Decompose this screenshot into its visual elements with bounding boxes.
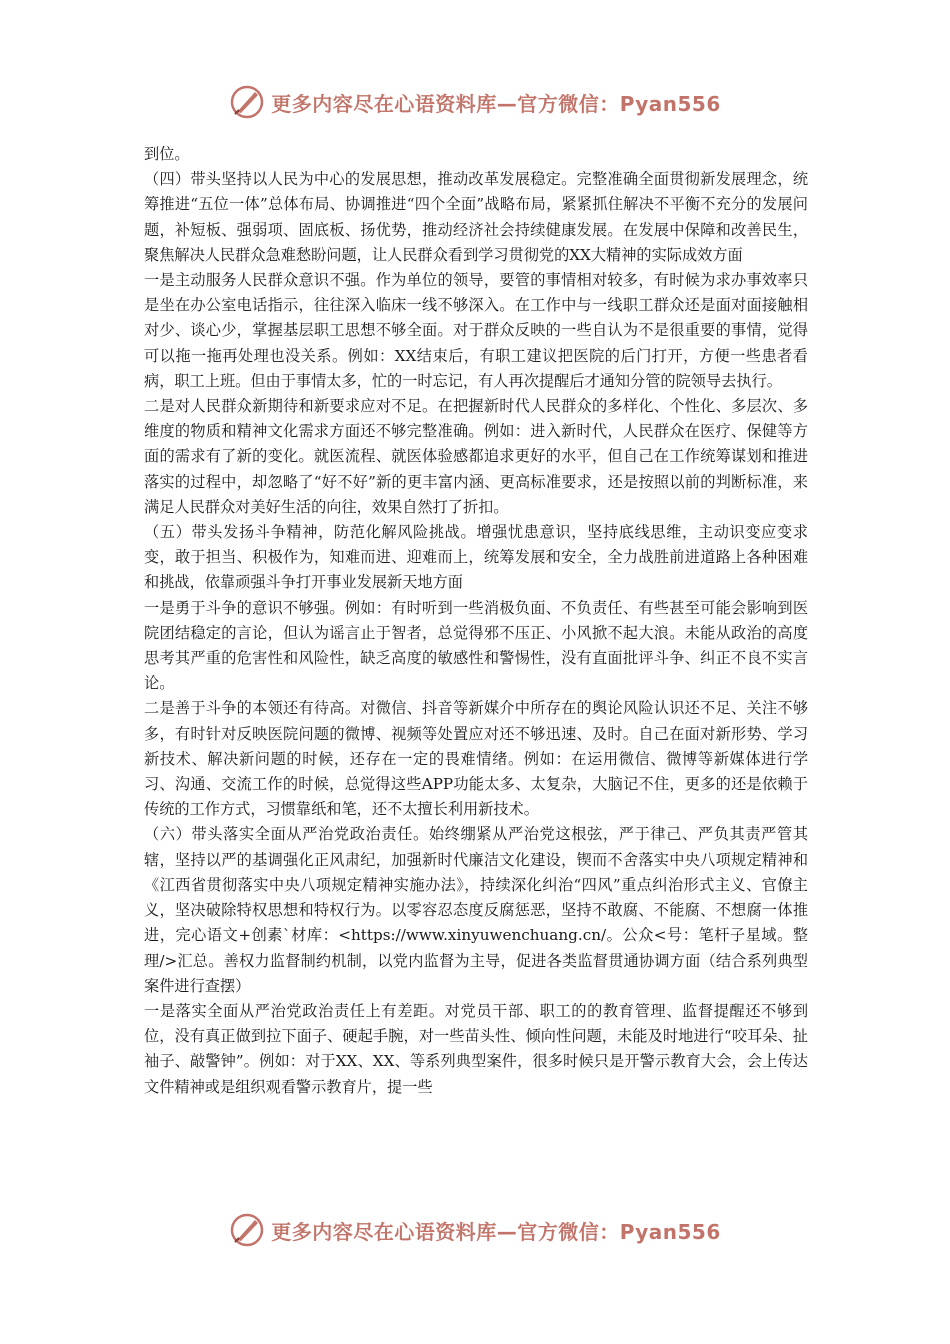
paragraph: （六）带头落实全面从严治党政治责任。始终绷紧从严治党这根弦，严于律己、严负其责严管其辖，坚持以严的基调强化正风肃纪，加强新时代廉洁文化建设，锲而不舍落实中央八项规定精神和《江西省贯彻落实中央八项规定精神实施办法》，持续深化纠治“四风”重点纠治形式主义、官僚主义，坚决破除特权思想和特权行为。以零容忍态度反腐惩恶，坚持不敢腐、不能腐、不想腐一体推进，完心语文+创素`材库：<https://www.xinyuwenchuang.cn/。公众<号：笔杆子星域。整理/>汇总。善权力监督制约机制，以党内监督为主导，促进各类监督贯通协调方面（结合系列典型案件进行查摆）: [144, 825, 808, 995]
paragraph: 一是落实全面从严治党政治责任上有差距。对党员干部、职工的的教育管理、监督提醒还不够到位，没有真正做到拉下面子、硬起手腕，对一些苗头性、倾向性问题，未能及时地进行“咬耳朵、扯袖子、敲警钟”。例如：对于XX、XX、等系列典型案件，很多时候只是开警示教育大会，会上传达文件精神或是组织观看警示教育片，提一些: [144, 1001, 808, 1096]
quill-pen-logo-icon: [229, 1212, 265, 1248]
footer-banner: [0, 1210, 950, 1250]
document-body: [144, 142, 808, 1100]
paragraph: （五）带头发扬斗争精神，防范化解风险挑战。增强忧患意识，坚持底线思维，主动识变应变求变，敢于担当、积极作为，知难而进、迎难而上，统筹发展和安全，全力战胜前进道路上各种困难和挑战，依靠顽强斗争打开事业发展新天地方面: [144, 523, 808, 592]
paragraph: 一是主动服务人民群众意识不强。作为单位的领导，要管的事情相对较多，有时候为求办事效率只是坐在办公室电话指示，往往深入临床一线不够深入。在工作中与一线职工群众还是面对面接触相对少、谈心少，掌握基层职工思想不够全面。对于群众反映的一些自认为不是很重要的事情，觉得可以拖一拖再处理也没关系。例如：XX结束后，有职工建议把医院的后门打开，方便一些患者看病，职工上班。但由于事情太多，忙的一时忘记，有人再次提醒后才通知分管的院领导去执行。: [144, 271, 808, 390]
paragraph: （四）带头坚持以人民为中心的发展思想，推动改革发展稳定。完整准确全面贯彻新发展理念，统筹推进“五位一体”总体布局、协调推进“四个全面”战略布局，紧紧抓住解决不平衡不充分的发展问题，补短板、强弱项、固底板、扬优势，推动经济社会持续健康发展。在发展中保障和改善民生，聚焦解决人民群众急难愁盼问题，让人民群众看到学习贯彻党的XX大精神的实际成效方面: [144, 170, 808, 264]
quill-pen-logo-icon: [229, 84, 265, 120]
header-banner-text: 更多内容尽在心语资料库—官方微信：Pyan556: [271, 91, 721, 116]
paragraph: 到位。: [144, 145, 190, 163]
footer-banner-text: 更多内容尽在心语资料库—官方微信：Pyan556: [271, 1219, 721, 1244]
header-banner: [0, 82, 950, 122]
paragraph: 二是善于斗争的本领还有待高。对微信、抖音等新媒介中所存在的舆论风险认识还不足、关注不够多，有时针对反映医院问题的微博、视频等处置应对还不够迅速、及时。自己在面对新形势、学习新技术、解决新问题的时候，还存在一定的畏难情绪。例如：在运用微信、微博等新媒体进行学习、沟通、交流工作的时候，总觉得这些APP功能太多、太复杂，大脑记不住，更多的还是依赖于传统的工作方式，习惯靠纸和笔，还不太擅长利用新技术。: [144, 699, 808, 819]
paragraph: 一是勇于斗争的意识不够强。例如：有时听到一些消极负面、不负责任、有些甚至可能会影响到医院团结稳定的言论，但认为谣言止于智者，总觉得邪不压正、小风掀不起大浪。未能从政治的高度思考其严重的危害性和风险性，缺乏高度的敏感性和警惕性，没有直面批评斗争、纠正不良不实言论。: [144, 598, 808, 693]
paragraph: 二是对人民群众新期待和新要求应对不足。在把握新时代人民群众的多样化、个性化、多层次、多维度的物质和精神文化需求方面还不够完整准确。例如：进入新时代，人民群众在医疗、保健等方面的需求有了新的变化。就医流程、就医体验感都追求更好的水平，但自己在工作统筹谋划和推进落实的过程中，却忽略了“好不好”新的更丰富内涵、更高标准要求，还是按照以前的判断标准，来满足人民群众对美好生活的向往，效果自然打了折扣。: [144, 397, 808, 516]
